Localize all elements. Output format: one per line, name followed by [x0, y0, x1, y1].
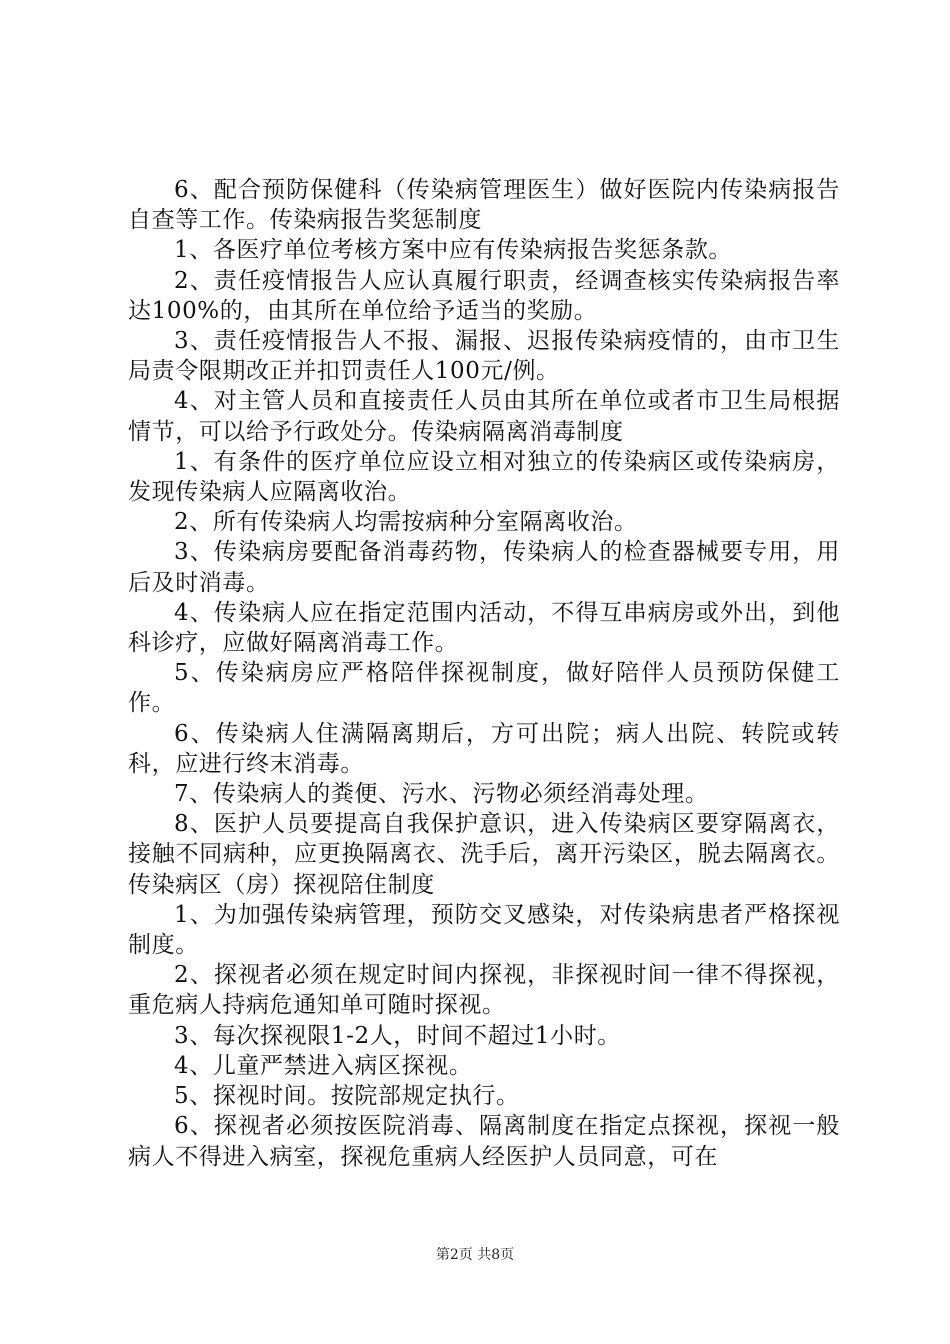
paragraph: 8、医护人员要提高自我保护意识，进入传染病区要穿隔离衣，接触不同病种，应更换隔离衣、洗手后，离开污染区，脱去隔离衣。传染病区（房）探视陪住制度 [128, 811, 840, 898]
paragraph: 1、各医疗单位考核方案中应有传染病报告奖惩条款。 [174, 237, 733, 264]
paragraph: 4、传染病人应在指定范围内活动，不得互串病房或外出，到他科诊疗，应做好隔离消毒工作。 [128, 599, 840, 657]
document-body [128, 175, 840, 1172]
paragraph: 2、所有传染病人均需按病种分室隔离收治。 [174, 509, 638, 536]
paragraph: 3、传染病房要配备消毒药物，传染病人的检查器械要专用，用后及时消毒。 [128, 539, 840, 596]
page-number-footer: 第2页 共8页 [435, 1247, 515, 1263]
paragraph: 5、传染病房应严格陪伴探视制度，做好陪伴人员预防保健工作。 [128, 660, 840, 717]
paragraph: 7、传染病人的粪便、污水、污物必须经消毒处理。 [174, 781, 709, 808]
paragraph: 4、对主管人员和直接责任人员由其所在单位或者市卫生局根据情节，可以给予行政处分。传染病隔离消毒制度 [128, 388, 840, 445]
paragraph: 3、责任疫情报告人不报、漏报、迟报传染病疫情的，由市卫生局责令限期改正并扣罚责任人100元/例。 [128, 328, 840, 385]
paragraph: 6、配合预防保健科（传染病管理医生）做好医院内传染病报告自查等工作。传染病报告奖惩制度 [128, 177, 840, 234]
paragraph: 1、为加强传染病管理，预防交叉感染，对传染病患者严格探视制度。 [128, 901, 840, 959]
paragraph: 3、每次探视限1-2人，时间不超过1小时。 [174, 1022, 621, 1049]
paragraph: 4、儿童严禁进入病区探视。 [174, 1052, 473, 1079]
paragraph: 2、责任疫情报告人应认真履行职责，经调查核实传染病报告率达100%的，由其所在单位给予适当的奖励。 [128, 267, 840, 324]
paragraph: 6、传染病人住满隔离期后，方可出院；病人出院、转院或转科，应进行终末消毒。 [128, 720, 840, 777]
paragraph: 6、探视者必须按医院消毒、隔离制度在指定点探视，探视一般病人不得进入病室，探视危重病人经医护人员同意，可在 [128, 1113, 840, 1170]
paragraph: 1、有条件的医疗单位应设立相对独立的传染病区或传染病房，发现传染病人应隔离收治。 [128, 448, 840, 506]
paragraph: 5、探视时间。按院部规定执行。 [174, 1083, 520, 1110]
paragraph: 2、探视者必须在规定时间内探视，非探视时间一律不得探视，重危病人持病危通知单可随时探视。 [128, 962, 840, 1019]
